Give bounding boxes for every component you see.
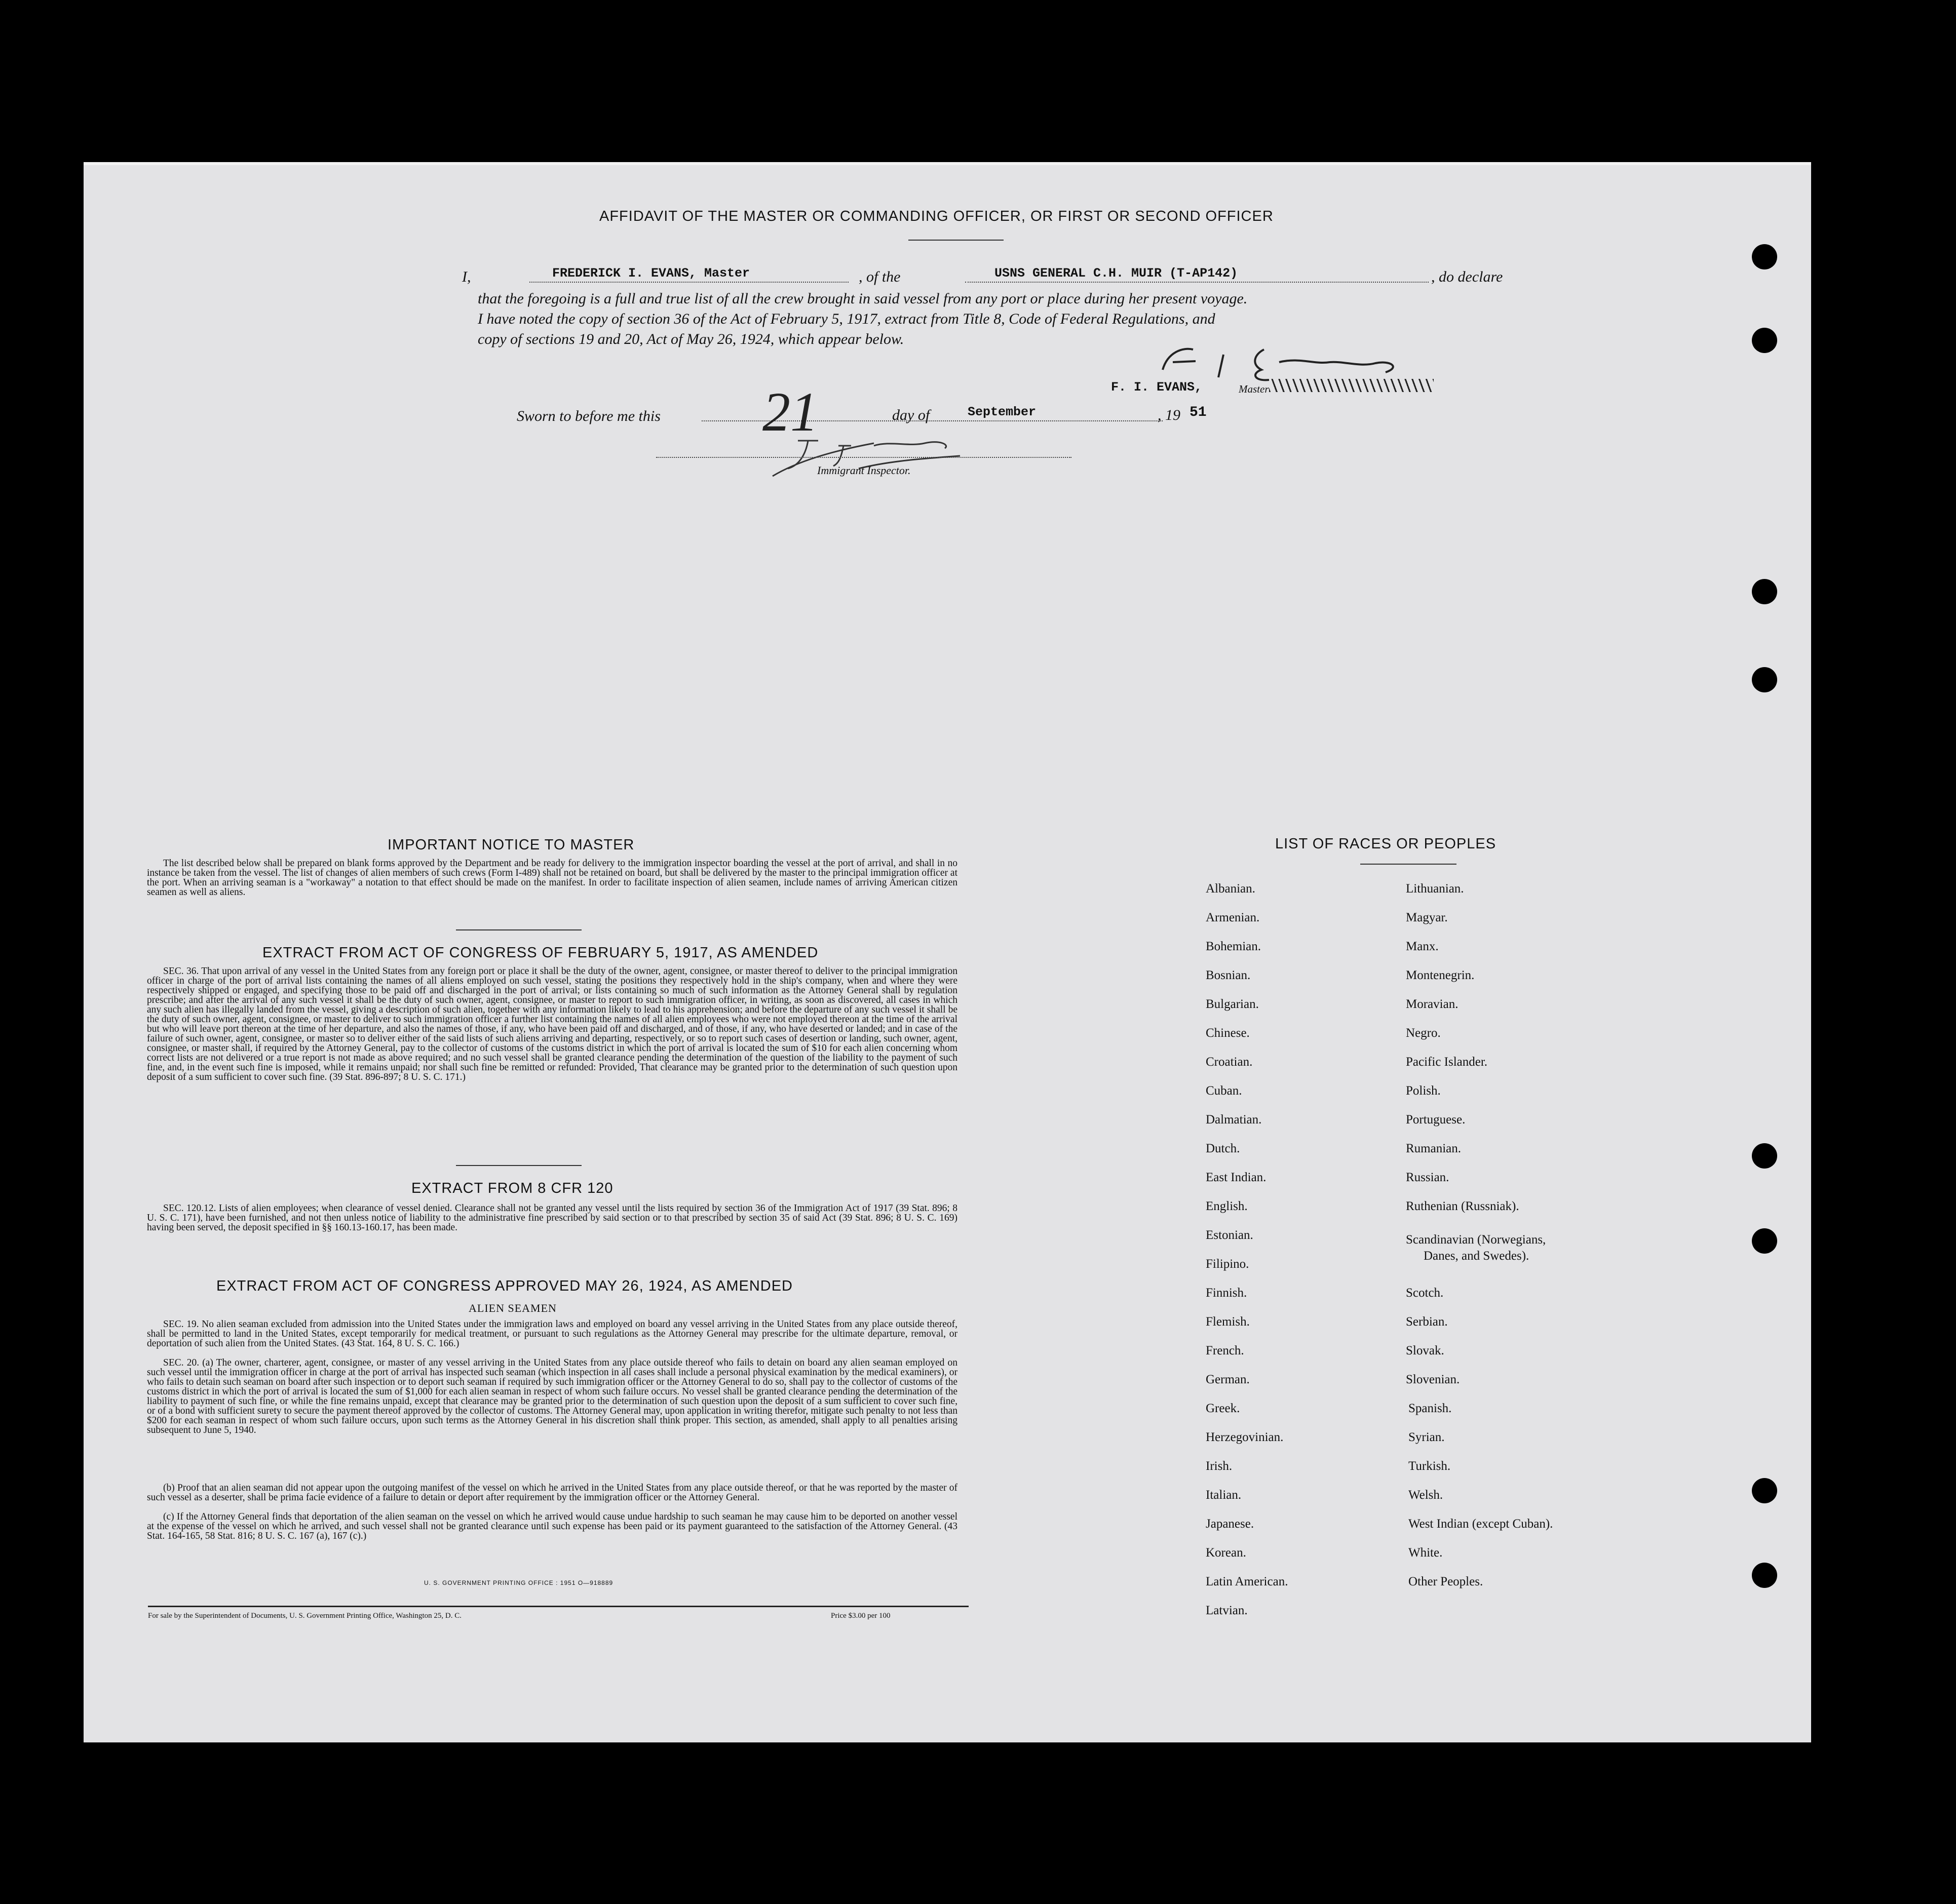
race-item: Albanian.	[1206, 882, 1255, 896]
race-item: Ruthenian (Russniak).	[1406, 1199, 1519, 1213]
extract-1924-sec20b: (b) Proof that an alien seaman did not appear upon the outgoing manifest of the vessel on which he arrived in the United States from any place outside thereof, or that he was reported by the master of such vessel as a deserter, shall be prima facie evidence of a failure to detain or deport after requirement by the immigration officer or the Attorney General.	[147, 1483, 957, 1503]
race-item: French.	[1206, 1344, 1244, 1357]
footer-rule	[148, 1606, 969, 1607]
affidavit-body-line-1: that the foregoing is a full and true list of all the crew brought in said vessel from any port or place during her present voyage.	[478, 290, 1248, 307]
race-item: Irish.	[1206, 1459, 1233, 1473]
race-item: Dalmatian.	[1206, 1113, 1262, 1126]
race-item: Turkish.	[1408, 1459, 1451, 1473]
master-name-dotline	[529, 282, 849, 283]
race-item: Slovak.	[1406, 1344, 1444, 1357]
race-item: Manx.	[1406, 940, 1439, 953]
race-item: Finnish.	[1206, 1286, 1247, 1300]
extract-1924-title: EXTRACT FROM ACT OF CONGRESS APPROVED MAY 26, 1924, AS AMENDED	[216, 1278, 793, 1294]
race-item: Flemish.	[1206, 1315, 1250, 1329]
inspector-dotline	[656, 457, 1071, 458]
master-name-field: FREDERICK I. EVANS, Master	[552, 266, 750, 281]
race-item: White.	[1408, 1546, 1443, 1560]
extract-1917-text: SEC. 36. That upon arrival of any vessel in the United States from any foreign port or place it shall be the duty of the owner, agent, consignee, or master thereof to deliver to the principal immigration officer in charge of the port of arrival lists containing the names of all aliens employed on such vessel, stating the positions they respectively hold in the ship's company, when and where they were respectively shipped or engaged, and specifying those to be paid off and discharged in the port of arrival; or lists containing so much of such information as the Attorney General shall by regulation prescribe; and after the arrival of any such vessel it shall be the duty of such owner, agent, consignee, or master to report to such immigration officer, in writing, as soon as discovered, all cases in which any such alien has illegally landed from the vessel, giving a description of such alien, together with any information likely to lead to his apprehension; and before the departure of any such vessel it shall be the duty of such owner, agent, consignee, or master to deliver to such immigration officer a further list containing the names of all alien employees who were not employed thereon at the time of the arrival but who will leave port thereon at the time of her departure, and also the names of those, if any, who have been paid off and discharged, and of those, if any, who have deserted or landed; and in case of the failure of such owner, agent, consignee, or master so to deliver either of the said lists of such aliens arriving and departing, respectively, or so to report such cases of desertion or landing, such owner, agent, consignee, or master shall, if required by the Attorney General, pay to the collector of customs of the customs district in which the port of arrival is located the sum of $10 for each alien concerning whom correct lists are not delivered or a true report is not made as above required; and no such vessel shall be granted clearance pending the determination of the question of the liability to the payment of such fine, and, in the event such fine is imposed, while it remains unpaid; nor shall such fine be remitted or refunded: Provided, That clearance may be granted prior to the determination of such question upon deposit of a sum sufficient to cover such fine. (39 Stat. 896-897; 8 U. S. C. 171.)	[147, 966, 957, 1082]
binder-hole	[1752, 244, 1777, 269]
races-title-rule	[1360, 864, 1456, 865]
race-item: Syrian.	[1408, 1430, 1445, 1444]
race-item: Cuban.	[1206, 1084, 1242, 1098]
race-item: West Indian (except Cuban).	[1408, 1517, 1553, 1531]
affidavit-title: AFFIDAVIT OF THE MASTER OR COMMANDING OFFICER, OR FIRST OR SECOND OFFICER	[599, 208, 1274, 224]
race-item: Pacific Islander.	[1406, 1055, 1488, 1069]
day-of-label: day of	[892, 407, 930, 423]
extract-1924-sec20a: SEC. 20. (a) The owner, charterer, agent, consignee, or master of any vessel arriving in the United States from any place outside thereof who fails to detain on board any alien seaman employed on such vessel until the immigration officer in charge at the port of arrival has inspected such seaman (which inspection in all cases shall include a personal physical examination by the medical examiners), or who fails to detain such seaman on board after such inspection or to deport such seaman if required by such immigration officer or the Attorney General to do so, shall pay to the collector of customs of the customs district in which the port of arrival is located the sum of $1,000 for each alien seaman in respect of whom such failure occurs. No vessel shall be granted clearance pending the determination of the liability to payment of such fine, or while the fine remains unpaid, except that clearance may be granted prior to the determination of such question upon the deposit of a sum sufficient to cover such fine, or of a bond with sufficient surety to secure the payment thereof approved by the collector of customs. The Attorney General may, upon application in writing therefor, mitigate such penalty to not less than $200 for each seaman in respect of whom such failure occurs, upon such terms as the Attorney General in his discretion shall think proper. This section, as amended, shall apply to all penalties arising subsequent to June 5, 1940.	[147, 1357, 957, 1435]
notice-rule	[456, 929, 582, 930]
binder-hole	[1752, 1143, 1777, 1169]
year-prefix: , 19	[1158, 407, 1180, 423]
race-item: Scotch.	[1406, 1286, 1444, 1300]
race-item: Russian.	[1406, 1171, 1449, 1184]
race-item: Italian.	[1206, 1488, 1242, 1502]
binder-hole	[1752, 667, 1777, 692]
vessel-name-field: USNS GENERAL C.H. MUIR (T-AP142)	[994, 266, 1238, 281]
notice-title: IMPORTANT NOTICE TO MASTER	[388, 837, 635, 853]
affidavit-body-line-3: copy of sections 19 and 20, Act of May 26, 1924, which appear below.	[478, 331, 904, 347]
race-item: Moravian.	[1406, 997, 1459, 1011]
race-item: Croatian.	[1206, 1055, 1253, 1069]
extract-cfr-text: SEC. 120.12. Lists of alien employees; when clearance of vessel denied. Clearance shall not be granted any vessel until the lists required by section 36 of the Immigration Act of 1917 (39 Stat. 896; 8 U. S. C. 171), have been furnished, and not then unless notice of liability to the administrative fine prescribed by said section or to that prescribed by section 35 of said Act (39 Stat. 896; 8 U. S. C. 169) having been served, the deposit specified in §§ 160.13-160.17, has been made.	[147, 1203, 957, 1233]
sworn-label: Sworn to before me this	[517, 408, 661, 424]
race-item: Negro.	[1406, 1026, 1441, 1040]
binder-hole	[1752, 579, 1777, 604]
race-item: Latin American.	[1206, 1575, 1288, 1588]
race-item: Bohemian.	[1206, 940, 1261, 953]
inspector-label: Immigrant Inspector.	[817, 464, 911, 477]
extract-1917-rule	[456, 1165, 582, 1166]
race-item: German.	[1206, 1373, 1250, 1386]
race-item: Scandinavian (Norwegians,	[1406, 1233, 1546, 1247]
races-title: LIST OF RACES OR PEOPLES	[1275, 836, 1497, 852]
master-label: Master	[1239, 383, 1269, 395]
race-item: Serbian.	[1406, 1315, 1448, 1329]
race-item: Spanish.	[1408, 1402, 1452, 1415]
extract-cfr-title: EXTRACT FROM 8 CFR 120	[411, 1180, 613, 1196]
race-item: Bulgarian.	[1206, 997, 1259, 1011]
race-item: Japanese.	[1206, 1517, 1254, 1531]
race-item: Estonian.	[1206, 1228, 1253, 1242]
signer-typed-name: F. I. EVANS,	[1111, 380, 1203, 395]
document-sheet	[84, 162, 1811, 1742]
race-item: Greek.	[1206, 1402, 1240, 1415]
race-item: Latvian.	[1206, 1604, 1248, 1617]
race-item: Chinese.	[1206, 1026, 1250, 1040]
sheet-top-edge	[84, 162, 1811, 165]
extract-1924-subtitle: ALIEN SEAMEN	[469, 1302, 557, 1314]
race-item: Polish.	[1406, 1084, 1441, 1098]
year-suffix: 51	[1190, 405, 1207, 420]
binder-hole	[1752, 1478, 1777, 1503]
extract-1924-sec19: SEC. 19. No alien seaman excluded from admission into the United States under the immigration laws and employed on board any vessel arriving in the United States from any place outside thereof, shall be permitted to land in the United States, except temporarily for medical treatment, or pursuant to such regulations as the Attorney General may prescribe for the ultimate departure, removal, or deportation of such alien from the United States. (43 Stat. 164, 8 U. S. C. 166.)	[147, 1319, 957, 1349]
race-item: Portuguese.	[1406, 1113, 1466, 1126]
binder-hole	[1752, 1228, 1777, 1254]
day-handwritten: 21	[762, 381, 818, 443]
race-item: Lithuanian.	[1406, 882, 1464, 896]
notice-text: The list described below shall be prepared on blank forms approved by the Department and be ready for delivery to the immigration inspector boarding the vessel at the port of arrival, and shall in no instance be taken from the vessel. The list of changes of alien members of such crews (Form I-489) shall not be retained on board, but shall be delivered by the master to the principal immigration officer at the port. When an arriving seaman is a "workaway" a notation to that effect should be made on the manifest. In order to facilitate inspection of alien seamen, include names of arriving American citizen seamen as well as aliens.	[147, 858, 957, 898]
race-item: Montenegrin.	[1406, 968, 1475, 982]
race-item: Welsh.	[1408, 1488, 1443, 1502]
master-title-strikethrough	[1269, 379, 1434, 392]
race-item: Dutch.	[1206, 1142, 1240, 1155]
binder-hole	[1752, 1563, 1777, 1588]
printing-office-line: U. S. GOVERNMENT PRINTING OFFICE : 1951 O—918889	[424, 1579, 613, 1586]
vessel-name-dotline	[965, 282, 1429, 283]
affidavit-title-rule	[908, 240, 1004, 241]
affidavit-i-label: I,	[462, 268, 471, 285]
for-sale-line: For sale by the Superintendent of Documents, U. S. Government Printing Office, Washington 25, D. C.	[148, 1612, 462, 1620]
race-item: Other Peoples.	[1408, 1575, 1483, 1588]
race-item: East Indian.	[1206, 1171, 1267, 1184]
affidavit-do-declare-label: , do declare	[1431, 268, 1503, 285]
race-item: Filipino.	[1206, 1257, 1249, 1271]
race-item: Armenian.	[1206, 911, 1260, 924]
race-item: Slovenian.	[1406, 1373, 1460, 1386]
binder-hole	[1752, 328, 1777, 353]
race-item: Danes, and Swedes).	[1424, 1249, 1529, 1263]
extract-1917-title: EXTRACT FROM ACT OF CONGRESS OF FEBRUARY 5, 1917, AS AMENDED	[262, 945, 819, 961]
extract-1924-sec20c: (c) If the Attorney General finds that deportation of the alien seaman on the vessel on which he arrived would cause undue hardship to such seaman he may cause him to be deported on another vessel at the expense of the vessel on which he arrived, and such vessel shall not be granted clearance until such expense has been paid or its payment guaranteed to the satisfaction of the Attorney General. (43 Stat. 164-165, 58 Stat. 816; 8 U. S. C. 167 (a), 167 (c).)	[147, 1511, 957, 1541]
affidavit-of-the-label: , of the	[859, 268, 901, 285]
race-item: Bosnian.	[1206, 968, 1251, 982]
race-item: Magyar.	[1406, 911, 1448, 924]
race-item: Herzegovinian.	[1206, 1430, 1284, 1444]
race-item: Korean.	[1206, 1546, 1246, 1560]
price-line: Price $3.00 per 100	[831, 1612, 891, 1620]
race-item: Rumanian.	[1406, 1142, 1462, 1155]
affidavit-body-line-2: I have noted the copy of section 36 of the Act of February 5, 1917, extract from Title 8, Code of Federal Regulations, and	[478, 310, 1215, 327]
race-item: English.	[1206, 1199, 1248, 1213]
month-field: September	[968, 405, 1037, 419]
